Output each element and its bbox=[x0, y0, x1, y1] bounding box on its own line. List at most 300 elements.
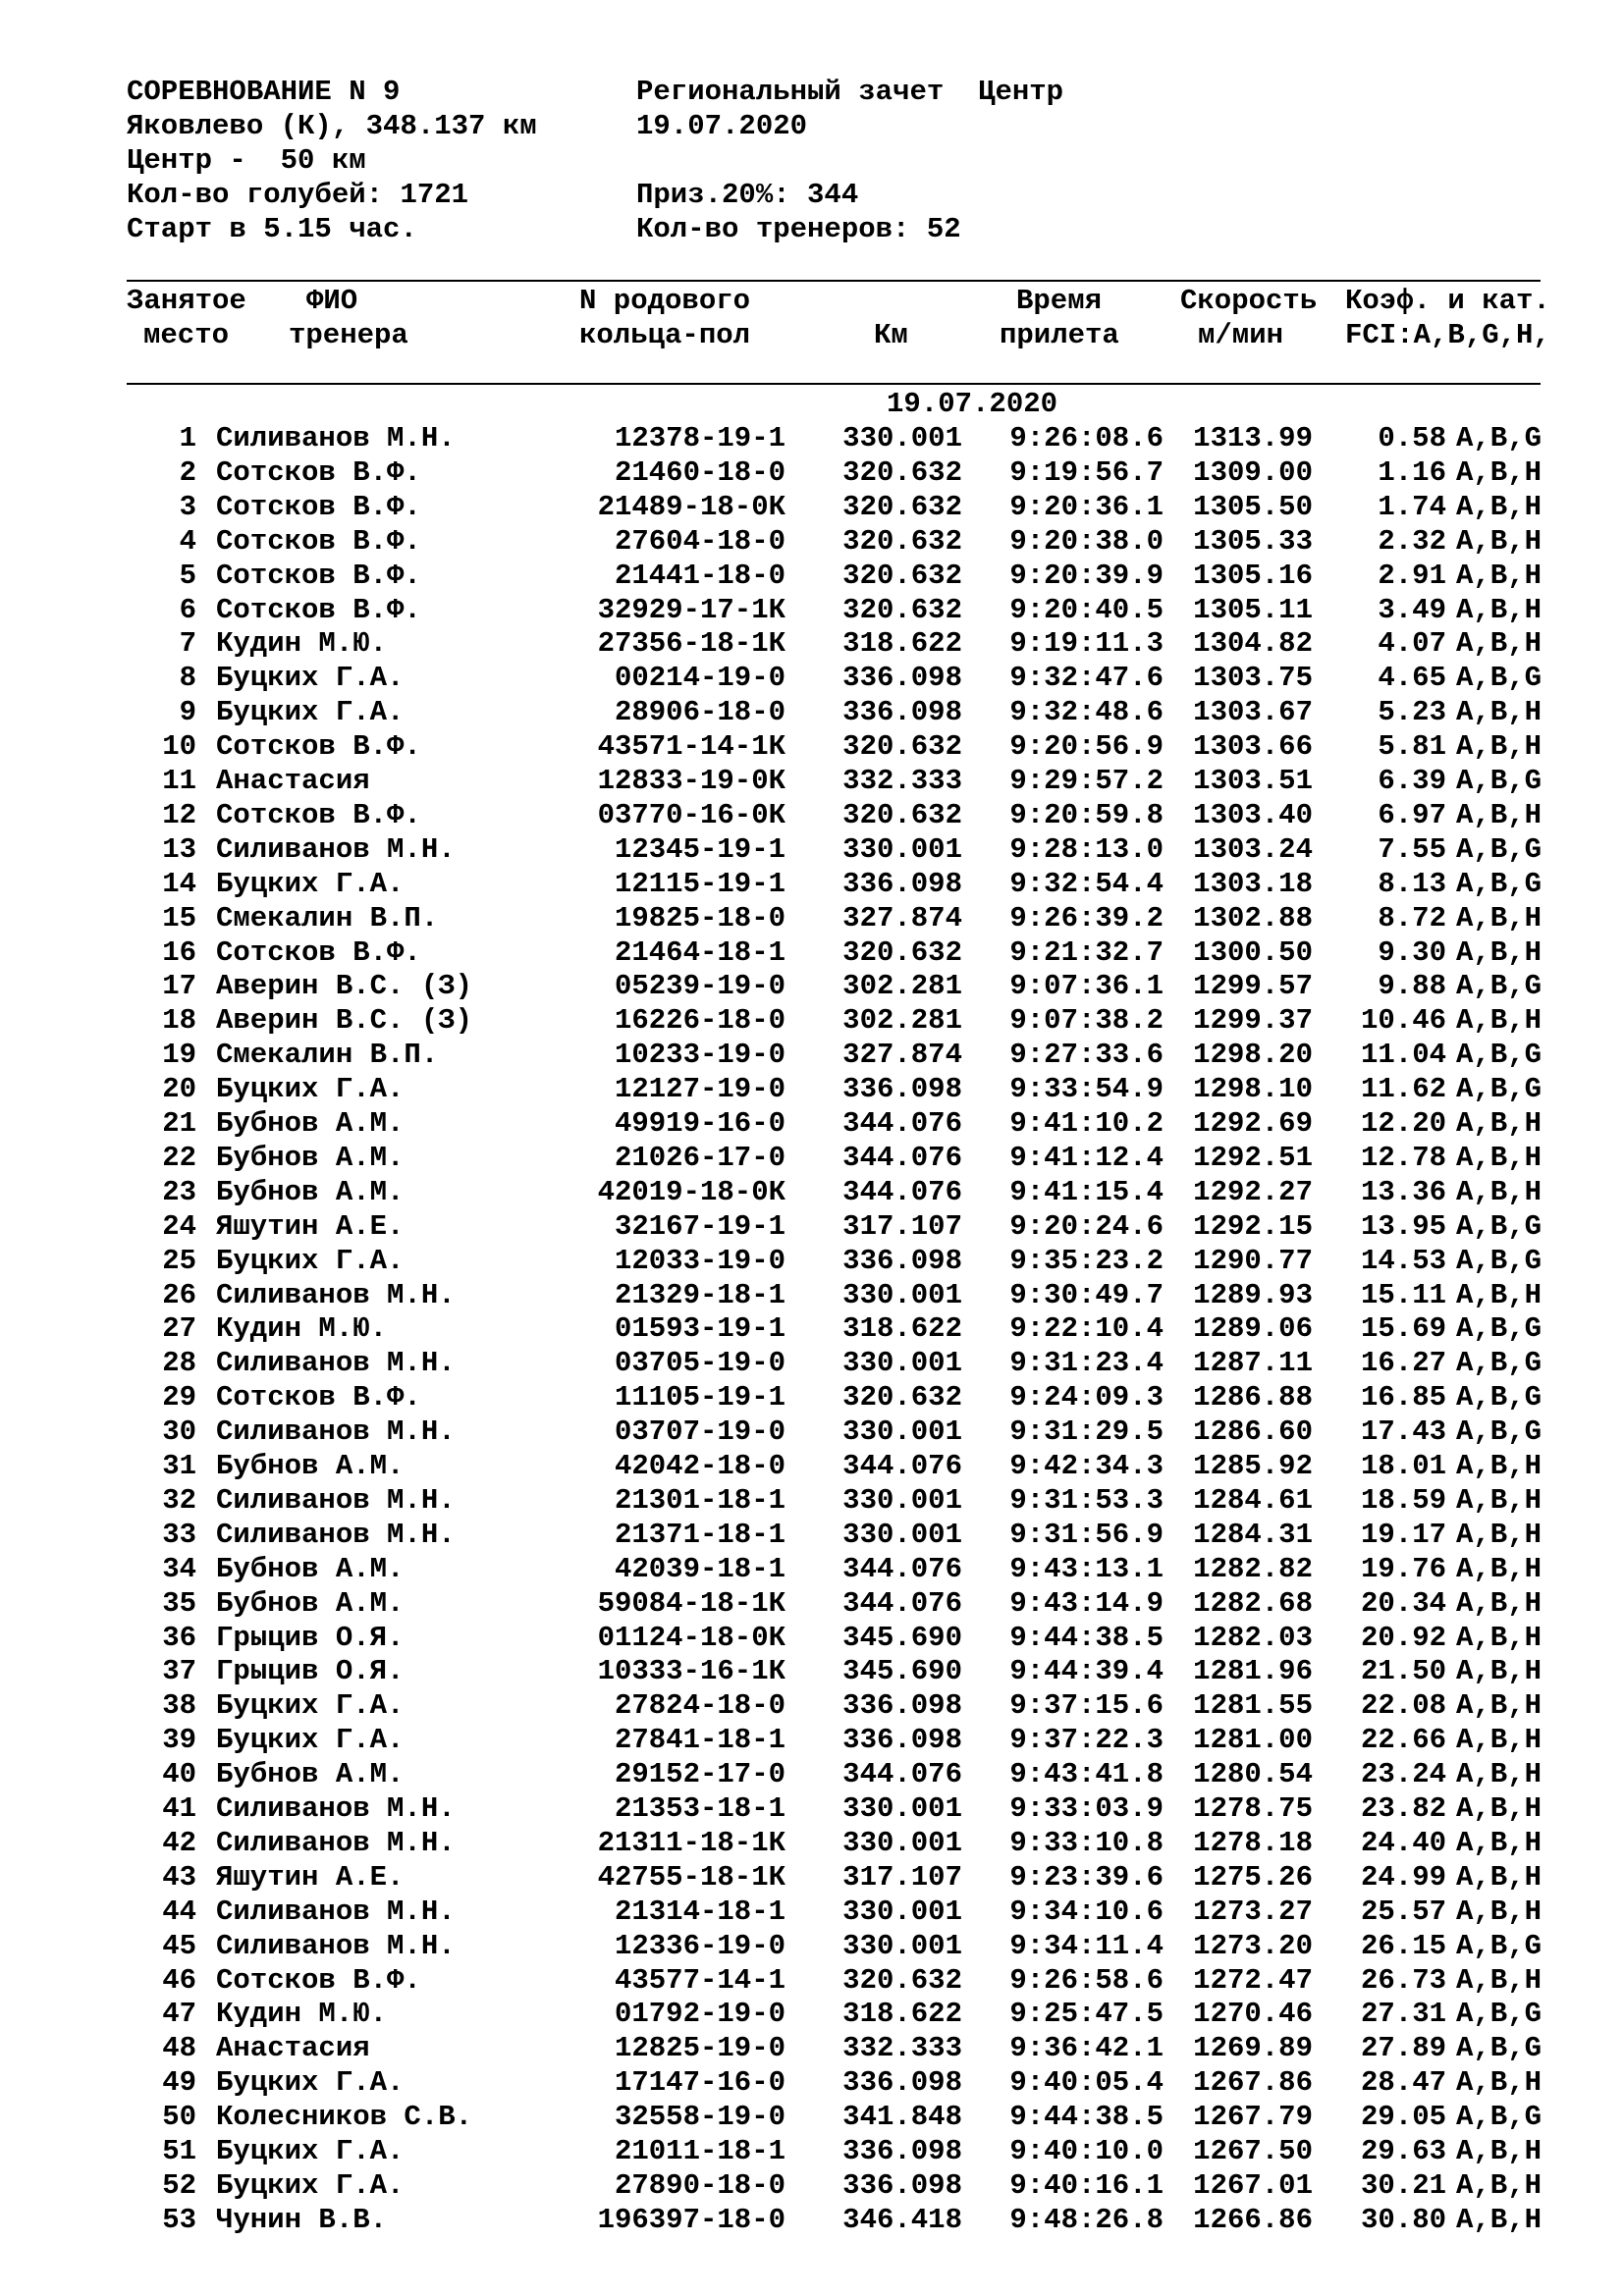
cell-arrival-time: 9:34:11.4 bbox=[1009, 1929, 1164, 1962]
table-row bbox=[0, 593, 1624, 627]
cell-coefficient: 5.81 bbox=[1378, 730, 1446, 764]
cell-coefficient: 8.13 bbox=[1378, 867, 1446, 900]
cell-ring-number: 27890-18-0 bbox=[614, 2168, 785, 2202]
cell-place: 33 bbox=[162, 1518, 196, 1551]
cell-coefficient: 7.55 bbox=[1378, 832, 1446, 866]
cell-ring-number: 19825-18-0 bbox=[614, 901, 785, 934]
cell-distance-km: 332.333 bbox=[842, 765, 962, 797]
cell-ring-number: 21460-18-0 bbox=[614, 455, 785, 489]
cell-trainer-name: Бубнов А.М. bbox=[216, 1107, 405, 1140]
cell-ring-number: 21464-18-1 bbox=[614, 935, 785, 969]
cell-arrival-time: 9:25:47.5 bbox=[1009, 1998, 1164, 2031]
center-distance: Центр - 50 км bbox=[127, 144, 366, 177]
cell-place: 21 bbox=[162, 1107, 196, 1140]
cell-coefficient: 20.34 bbox=[1360, 1586, 1446, 1620]
cell-coefficient: 24.40 bbox=[1360, 1826, 1446, 1859]
cell-distance-km: 317.107 bbox=[842, 1209, 962, 1243]
cell-category: A,B,H bbox=[1456, 1724, 1543, 1757]
cell-trainer-name: Смекалин В.П. bbox=[216, 1039, 439, 1072]
cell-ring-number: 21314-18-1 bbox=[614, 1895, 785, 1928]
cell-speed: 1305.11 bbox=[1193, 593, 1313, 626]
cell-trainer-name: Сотсков В.Ф. bbox=[216, 559, 421, 592]
pigeon-count: Кол-во голубей: 1721 bbox=[127, 179, 469, 211]
cell-category: A,B,H bbox=[1456, 1655, 1543, 1688]
cell-trainer-name: Силиванов М.Н. bbox=[216, 1415, 456, 1449]
cell-speed: 1292.27 bbox=[1193, 1175, 1313, 1208]
cell-arrival-time: 9:20:59.8 bbox=[1009, 798, 1164, 831]
cell-distance-km: 320.632 bbox=[842, 490, 962, 523]
table-row bbox=[0, 1483, 1624, 1518]
cell-place: 2 bbox=[179, 455, 196, 489]
cell-coefficient: 4.07 bbox=[1378, 627, 1446, 661]
cell-coefficient: 15.69 bbox=[1360, 1312, 1446, 1346]
cell-trainer-name: Кудин М.Ю. bbox=[216, 627, 388, 661]
table-row bbox=[0, 1654, 1624, 1688]
cell-category: A,B,H bbox=[1456, 2168, 1543, 2202]
cell-place: 1 bbox=[179, 422, 196, 454]
cell-place: 30 bbox=[162, 1415, 196, 1449]
cell-trainer-name: Буцких Г.А. bbox=[216, 2066, 405, 2100]
cell-trainer-name: Кудин М.Ю. bbox=[216, 1312, 388, 1346]
cell-coefficient: 15.11 bbox=[1360, 1278, 1446, 1311]
table-row bbox=[0, 764, 1624, 798]
cell-distance-km: 344.076 bbox=[842, 1107, 962, 1140]
cell-trainer-name: Яшутин А.Е. bbox=[216, 1860, 405, 1894]
cell-arrival-time: 9:37:22.3 bbox=[1009, 1724, 1164, 1757]
cell-distance-km: 336.098 bbox=[842, 1073, 962, 1106]
cell-coefficient: 19.76 bbox=[1360, 1552, 1446, 1585]
col-coef-header-1: Коэф. и кат. bbox=[1345, 285, 1550, 317]
competition-title: СОРЕВНОВАНИЕ N 9 bbox=[127, 76, 401, 108]
cell-category: A,B,G bbox=[1456, 1073, 1543, 1106]
cell-trainer-name: Бубнов А.М. bbox=[216, 1450, 405, 1482]
cell-distance-km: 336.098 bbox=[842, 1724, 962, 1757]
cell-category: A,B,H bbox=[1456, 490, 1543, 523]
cell-trainer-name: Сотсков В.Ф. bbox=[216, 1381, 421, 1415]
cell-arrival-time: 9:28:13.0 bbox=[1009, 832, 1164, 866]
cell-trainer-name: Сотсков В.Ф. bbox=[216, 593, 421, 626]
cell-distance-km: 345.690 bbox=[842, 1655, 962, 1688]
cell-speed: 1267.01 bbox=[1193, 2168, 1313, 2202]
cell-arrival-time: 9:40:10.0 bbox=[1009, 2135, 1164, 2167]
cell-ring-number: 21329-18-1 bbox=[614, 1278, 785, 1311]
cell-coefficient: 12.20 bbox=[1360, 1107, 1446, 1140]
cell-distance-km: 330.001 bbox=[842, 1278, 962, 1311]
cell-distance-km: 320.632 bbox=[842, 730, 962, 764]
cell-category: A,B,H bbox=[1456, 524, 1543, 558]
cell-ring-number: 05239-19-0 bbox=[614, 970, 785, 1003]
cell-speed: 1278.75 bbox=[1193, 1792, 1313, 1825]
cell-distance-km: 330.001 bbox=[842, 1483, 962, 1517]
cell-coefficient: 18.59 bbox=[1360, 1483, 1446, 1517]
cell-speed: 1266.86 bbox=[1193, 2203, 1313, 2236]
cell-place: 41 bbox=[162, 1792, 196, 1825]
cell-trainer-name: Силиванов М.Н. bbox=[216, 1895, 456, 1928]
cell-coefficient: 0.58 bbox=[1378, 422, 1446, 454]
table-row bbox=[0, 1860, 1624, 1895]
cell-speed: 1303.24 bbox=[1193, 832, 1313, 866]
col-place-header-1: Занятое bbox=[127, 285, 246, 317]
cell-place: 3 bbox=[179, 490, 196, 523]
cell-arrival-time: 9:19:11.3 bbox=[1009, 627, 1164, 661]
table-row bbox=[0, 421, 1624, 455]
cell-distance-km: 344.076 bbox=[842, 1586, 962, 1620]
cell-category: A,B,G bbox=[1456, 1209, 1543, 1243]
cell-place: 12 bbox=[162, 798, 196, 831]
col-coef-header-2: FCI:A,B,G,H, bbox=[1345, 319, 1550, 351]
cell-coefficient: 13.36 bbox=[1360, 1175, 1446, 1208]
cell-arrival-time: 9:31:29.5 bbox=[1009, 1415, 1164, 1449]
cell-category: A,B,H bbox=[1456, 1860, 1543, 1894]
cell-ring-number: 12127-19-0 bbox=[614, 1073, 785, 1106]
cell-coefficient: 25.57 bbox=[1360, 1895, 1446, 1928]
cell-ring-number: 42042-18-0 bbox=[614, 1450, 785, 1482]
cell-distance-km: 344.076 bbox=[842, 1450, 962, 1482]
cell-trainer-name: Колесников С.В. bbox=[216, 2101, 473, 2134]
cell-trainer-name: Бубнов А.М. bbox=[216, 1758, 405, 1791]
cell-arrival-time: 9:22:10.4 bbox=[1009, 1312, 1164, 1346]
table-row bbox=[0, 1244, 1624, 1278]
cell-place: 6 bbox=[179, 593, 196, 626]
cell-coefficient: 27.31 bbox=[1360, 1998, 1446, 2031]
cell-speed: 1299.37 bbox=[1193, 1004, 1313, 1038]
cell-distance-km: 320.632 bbox=[842, 798, 962, 831]
cell-trainer-name: Силиванов М.Н. bbox=[216, 1518, 456, 1551]
cell-category: A,B,H bbox=[1456, 1278, 1543, 1311]
cell-speed: 1298.10 bbox=[1193, 1073, 1313, 1106]
cell-distance-km: 330.001 bbox=[842, 1415, 962, 1449]
col-time-header-1: Время bbox=[1016, 285, 1103, 317]
cell-coefficient: 6.39 bbox=[1378, 765, 1446, 797]
cell-trainer-name: Сотсков В.Ф. bbox=[216, 490, 421, 523]
cell-arrival-time: 9:44:38.5 bbox=[1009, 2101, 1164, 2134]
cell-arrival-time: 9:31:23.4 bbox=[1009, 1347, 1164, 1380]
cell-ring-number: 43577-14-1 bbox=[614, 1963, 785, 1997]
cell-speed: 1273.27 bbox=[1193, 1895, 1313, 1928]
cell-category: A,B,G bbox=[1456, 1244, 1543, 1277]
cell-place: 43 bbox=[162, 1860, 196, 1894]
cell-arrival-time: 9:24:09.3 bbox=[1009, 1381, 1164, 1415]
cell-speed: 1303.75 bbox=[1193, 662, 1313, 695]
cell-trainer-name: Силиванов М.Н. bbox=[216, 1278, 456, 1311]
cell-speed: 1313.99 bbox=[1193, 422, 1313, 454]
cell-place: 17 bbox=[162, 970, 196, 1003]
col-name-header-1: ФИО bbox=[306, 285, 358, 317]
cell-coefficient: 2.32 bbox=[1378, 524, 1446, 558]
cell-distance-km: 336.098 bbox=[842, 696, 962, 729]
cell-trainer-name: Силиванов М.Н. bbox=[216, 832, 456, 866]
cell-category: A,B,H bbox=[1456, 1689, 1543, 1723]
cell-ring-number: 12336-19-0 bbox=[614, 1929, 785, 1962]
competition-date: 19.07.2020 bbox=[636, 110, 808, 142]
cell-arrival-time: 9:36:42.1 bbox=[1009, 2032, 1164, 2065]
cell-distance-km: 336.098 bbox=[842, 1689, 962, 1723]
cell-trainer-name: Силиванов М.Н. bbox=[216, 422, 456, 454]
cell-distance-km: 318.622 bbox=[842, 1998, 962, 2031]
cell-arrival-time: 9:31:56.9 bbox=[1009, 1518, 1164, 1551]
table-row bbox=[0, 661, 1624, 695]
cell-category: A,B,H bbox=[1456, 1175, 1543, 1208]
col-km-header: Км bbox=[874, 319, 908, 351]
cell-trainer-name: Буцких Г.А. bbox=[216, 696, 405, 729]
cell-trainer-name: Аверин В.С. (З) bbox=[216, 1004, 473, 1038]
table-row bbox=[0, 1621, 1624, 1655]
results-date-row: 19.07.2020 bbox=[887, 388, 1058, 420]
cell-arrival-time: 9:40:16.1 bbox=[1009, 2168, 1164, 2202]
cell-category: A,B,H bbox=[1456, 593, 1543, 626]
cell-category: A,B,H bbox=[1456, 455, 1543, 489]
cell-speed: 1267.50 bbox=[1193, 2135, 1313, 2167]
cell-trainer-name: Сотсков В.Ф. bbox=[216, 798, 421, 831]
cell-category: A,B,G bbox=[1456, 1998, 1543, 2031]
cell-trainer-name: Сотсков В.Ф. bbox=[216, 1963, 421, 1997]
cell-coefficient: 23.24 bbox=[1360, 1758, 1446, 1791]
cell-trainer-name: Бубнов А.М. bbox=[216, 1586, 405, 1620]
cell-trainer-name: Кудин М.Ю. bbox=[216, 1998, 388, 2031]
cell-trainer-name: Буцких Г.А. bbox=[216, 1689, 405, 1723]
table-row bbox=[0, 729, 1624, 764]
cell-speed: 1286.88 bbox=[1193, 1381, 1313, 1415]
cell-speed: 1280.54 bbox=[1193, 1758, 1313, 1791]
cell-place: 4 bbox=[179, 524, 196, 558]
cell-category: A,B,G bbox=[1456, 832, 1543, 866]
table-row bbox=[0, 524, 1624, 559]
cell-distance-km: 320.632 bbox=[842, 559, 962, 592]
cell-category: A,B,H bbox=[1456, 1141, 1543, 1174]
cell-trainer-name: Бубнов А.М. bbox=[216, 1141, 405, 1174]
cell-speed: 1302.88 bbox=[1193, 901, 1313, 934]
cell-place: 13 bbox=[162, 832, 196, 866]
col-speed-header-1: Скорость bbox=[1180, 285, 1318, 317]
cell-distance-km: 336.098 bbox=[842, 1244, 962, 1277]
cell-arrival-time: 9:26:08.6 bbox=[1009, 422, 1164, 454]
cell-category: A,B,G bbox=[1456, 1929, 1543, 1962]
table-row bbox=[0, 1449, 1624, 1483]
start-time: Старт в 5.15 час. bbox=[127, 213, 417, 245]
cell-place: 42 bbox=[162, 1826, 196, 1859]
table-row bbox=[0, 1688, 1624, 1723]
cell-category: A,B,H bbox=[1456, 1004, 1543, 1038]
cell-place: 20 bbox=[162, 1073, 196, 1106]
cell-coefficient: 12.78 bbox=[1360, 1141, 1446, 1174]
cell-arrival-time: 9:32:47.6 bbox=[1009, 662, 1164, 695]
cell-coefficient: 26.15 bbox=[1360, 1929, 1446, 1962]
cell-ring-number: 01792-19-0 bbox=[614, 1998, 785, 2031]
cell-place: 26 bbox=[162, 1278, 196, 1311]
table-row bbox=[0, 798, 1624, 832]
cell-trainer-name: Буцких Г.А. bbox=[216, 1244, 405, 1277]
cell-place: 27 bbox=[162, 1312, 196, 1346]
cell-ring-number: 12345-19-1 bbox=[614, 832, 785, 866]
cell-category: A,B,H bbox=[1456, 1450, 1543, 1482]
cell-speed: 1284.31 bbox=[1193, 1518, 1313, 1551]
cell-trainer-name: Сотсков В.Ф. bbox=[216, 935, 421, 969]
cell-coefficient: 11.62 bbox=[1360, 1073, 1446, 1106]
cell-distance-km: 318.622 bbox=[842, 627, 962, 661]
table-row bbox=[0, 1311, 1624, 1346]
cell-place: 7 bbox=[179, 627, 196, 661]
cell-coefficient: 9.30 bbox=[1378, 935, 1446, 969]
cell-category: A,B,H bbox=[1456, 2203, 1543, 2236]
cell-ring-number: 03707-19-0 bbox=[614, 1415, 785, 1449]
cell-category: A,B,H bbox=[1456, 901, 1543, 934]
cell-place: 52 bbox=[162, 2168, 196, 2202]
cell-distance-km: 330.001 bbox=[842, 1929, 962, 1962]
cell-trainer-name: Смекалин В.П. bbox=[216, 901, 439, 934]
cell-ring-number: 12033-19-0 bbox=[614, 1244, 785, 1277]
cell-trainer-name: Грыцив О.Я. bbox=[216, 1655, 405, 1688]
cell-distance-km: 336.098 bbox=[842, 2135, 962, 2167]
cell-speed: 1270.46 bbox=[1193, 1998, 1313, 2031]
table-row bbox=[0, 1895, 1624, 1929]
cell-speed: 1303.40 bbox=[1193, 798, 1313, 831]
cell-place: 14 bbox=[162, 867, 196, 900]
table-row bbox=[0, 1175, 1624, 1209]
cell-coefficient: 1.74 bbox=[1378, 490, 1446, 523]
cell-place: 36 bbox=[162, 1621, 196, 1654]
cell-coefficient: 30.21 bbox=[1360, 2168, 1446, 2202]
cell-distance-km: 317.107 bbox=[842, 1860, 962, 1894]
cell-trainer-name: Буцких Г.А. bbox=[216, 2168, 405, 2202]
cell-coefficient: 18.01 bbox=[1360, 1450, 1446, 1482]
cell-arrival-time: 9:20:36.1 bbox=[1009, 490, 1164, 523]
table-row bbox=[0, 455, 1624, 490]
cell-category: A,B,G bbox=[1456, 2032, 1543, 2065]
cell-distance-km: 344.076 bbox=[842, 1141, 962, 1174]
cell-coefficient: 3.49 bbox=[1378, 593, 1446, 626]
table-row bbox=[0, 1278, 1624, 1312]
cell-arrival-time: 9:20:24.6 bbox=[1009, 1209, 1164, 1243]
cell-arrival-time: 9:44:39.4 bbox=[1009, 1655, 1164, 1688]
cell-category: A,B,H bbox=[1456, 1621, 1543, 1654]
cell-ring-number: 42755-18-1К bbox=[597, 1860, 785, 1894]
cell-distance-km: 320.632 bbox=[842, 455, 962, 489]
cell-speed: 1282.82 bbox=[1193, 1552, 1313, 1585]
prize-count: Приз.20%: 344 bbox=[636, 179, 859, 211]
cell-ring-number: 42019-18-0К bbox=[597, 1175, 785, 1208]
cell-distance-km: 327.874 bbox=[842, 901, 962, 934]
cell-distance-km: 302.281 bbox=[842, 970, 962, 1003]
header-bottom-rule bbox=[127, 383, 1541, 385]
cell-ring-number: 21353-18-1 bbox=[614, 1792, 785, 1825]
cell-category: A,B,H bbox=[1456, 1963, 1543, 1997]
cell-ring-number: 196397-18-0 bbox=[597, 2203, 785, 2236]
cell-arrival-time: 9:42:34.3 bbox=[1009, 1450, 1164, 1482]
cell-place: 19 bbox=[162, 1039, 196, 1072]
cell-speed: 1303.18 bbox=[1193, 867, 1313, 900]
cell-category: A,B,H bbox=[1456, 1826, 1543, 1859]
cell-category: A,B,H bbox=[1456, 1758, 1543, 1791]
cell-arrival-time: 9:19:56.7 bbox=[1009, 455, 1164, 489]
cell-arrival-time: 9:41:10.2 bbox=[1009, 1107, 1164, 1140]
cell-distance-km: 327.874 bbox=[842, 1039, 962, 1072]
cell-place: 37 bbox=[162, 1655, 196, 1688]
cell-speed: 1281.55 bbox=[1193, 1689, 1313, 1723]
cell-arrival-time: 9:35:23.2 bbox=[1009, 1244, 1164, 1277]
cell-category: A,B,G bbox=[1456, 1347, 1543, 1380]
cell-arrival-time: 9:43:41.8 bbox=[1009, 1758, 1164, 1791]
cell-place: 53 bbox=[162, 2203, 196, 2236]
table-row bbox=[0, 1826, 1624, 1860]
cell-arrival-time: 9:44:38.5 bbox=[1009, 1621, 1164, 1654]
table-row bbox=[0, 1518, 1624, 1552]
cell-coefficient: 29.63 bbox=[1360, 2135, 1446, 2167]
cell-trainer-name: Сотсков В.Ф. bbox=[216, 455, 421, 489]
cell-distance-km: 330.001 bbox=[842, 1518, 962, 1551]
table-row bbox=[0, 2031, 1624, 2065]
table-row bbox=[0, 1415, 1624, 1449]
cell-speed: 1284.61 bbox=[1193, 1483, 1313, 1517]
cell-category: A,B,H bbox=[1456, 2066, 1543, 2100]
cell-arrival-time: 9:40:05.4 bbox=[1009, 2066, 1164, 2100]
cell-place: 50 bbox=[162, 2101, 196, 2134]
cell-distance-km: 320.632 bbox=[842, 935, 962, 969]
table-row bbox=[0, 832, 1624, 867]
cell-trainer-name: Бубнов А.М. bbox=[216, 1175, 405, 1208]
cell-trainer-name: Буцких Г.А. bbox=[216, 867, 405, 900]
cell-coefficient: 6.97 bbox=[1378, 798, 1446, 831]
cell-arrival-time: 9:34:10.6 bbox=[1009, 1895, 1164, 1928]
cell-arrival-time: 9:29:57.2 bbox=[1009, 765, 1164, 797]
cell-place: 45 bbox=[162, 1929, 196, 1962]
table-row bbox=[0, 1791, 1624, 1826]
cell-distance-km: 320.632 bbox=[842, 1381, 962, 1415]
cell-speed: 1282.03 bbox=[1193, 1621, 1313, 1654]
cell-trainer-name: Бубнов А.М. bbox=[216, 1552, 405, 1585]
cell-distance-km: 341.848 bbox=[842, 2101, 962, 2134]
col-ring-header-1: N родового bbox=[579, 285, 751, 317]
cell-speed: 1286.60 bbox=[1193, 1415, 1313, 1449]
cell-ring-number: 21441-18-0 bbox=[614, 559, 785, 592]
cell-coefficient: 19.17 bbox=[1360, 1518, 1446, 1551]
cell-place: 28 bbox=[162, 1347, 196, 1380]
region-classification: Региональный зачет Центр bbox=[636, 76, 1064, 108]
cell-category: A,B,G bbox=[1456, 970, 1543, 1003]
cell-ring-number: 21301-18-1 bbox=[614, 1483, 785, 1517]
cell-place: 35 bbox=[162, 1586, 196, 1620]
cell-place: 47 bbox=[162, 1998, 196, 2031]
cell-arrival-time: 9:20:40.5 bbox=[1009, 593, 1164, 626]
cell-speed: 1273.20 bbox=[1193, 1929, 1313, 1962]
cell-trainer-name: Грыцив О.Я. bbox=[216, 1621, 405, 1654]
cell-coefficient: 5.23 bbox=[1378, 696, 1446, 729]
table-row bbox=[0, 935, 1624, 970]
cell-category: A,B,H bbox=[1456, 1792, 1543, 1825]
cell-arrival-time: 9:21:32.7 bbox=[1009, 935, 1164, 969]
cell-trainer-name: Силиванов М.Н. bbox=[216, 1347, 456, 1380]
cell-coefficient: 29.05 bbox=[1360, 2101, 1446, 2134]
cell-category: A,B,G bbox=[1456, 1381, 1543, 1415]
cell-trainer-name: Чунин В.В. bbox=[216, 2203, 388, 2236]
cell-distance-km: 346.418 bbox=[842, 2203, 962, 2236]
cell-coefficient: 21.50 bbox=[1360, 1655, 1446, 1688]
cell-trainer-name: Сотсков В.Ф. bbox=[216, 730, 421, 764]
table-row bbox=[0, 901, 1624, 935]
col-place-header-2: место bbox=[143, 319, 230, 351]
cell-category: A,B,H bbox=[1456, 798, 1543, 831]
cell-coefficient: 27.89 bbox=[1360, 2032, 1446, 2065]
cell-speed: 1309.00 bbox=[1193, 455, 1313, 489]
cell-arrival-time: 9:20:56.9 bbox=[1009, 730, 1164, 764]
table-row bbox=[0, 695, 1624, 729]
cell-speed: 1275.26 bbox=[1193, 1860, 1313, 1894]
cell-ring-number: 01124-18-0К bbox=[597, 1621, 785, 1654]
cell-place: 40 bbox=[162, 1758, 196, 1791]
cell-trainer-name: Яшутин А.Е. bbox=[216, 1209, 405, 1243]
cell-distance-km: 330.001 bbox=[842, 1895, 962, 1928]
cell-place: 25 bbox=[162, 1244, 196, 1277]
cell-place: 8 bbox=[179, 662, 196, 695]
